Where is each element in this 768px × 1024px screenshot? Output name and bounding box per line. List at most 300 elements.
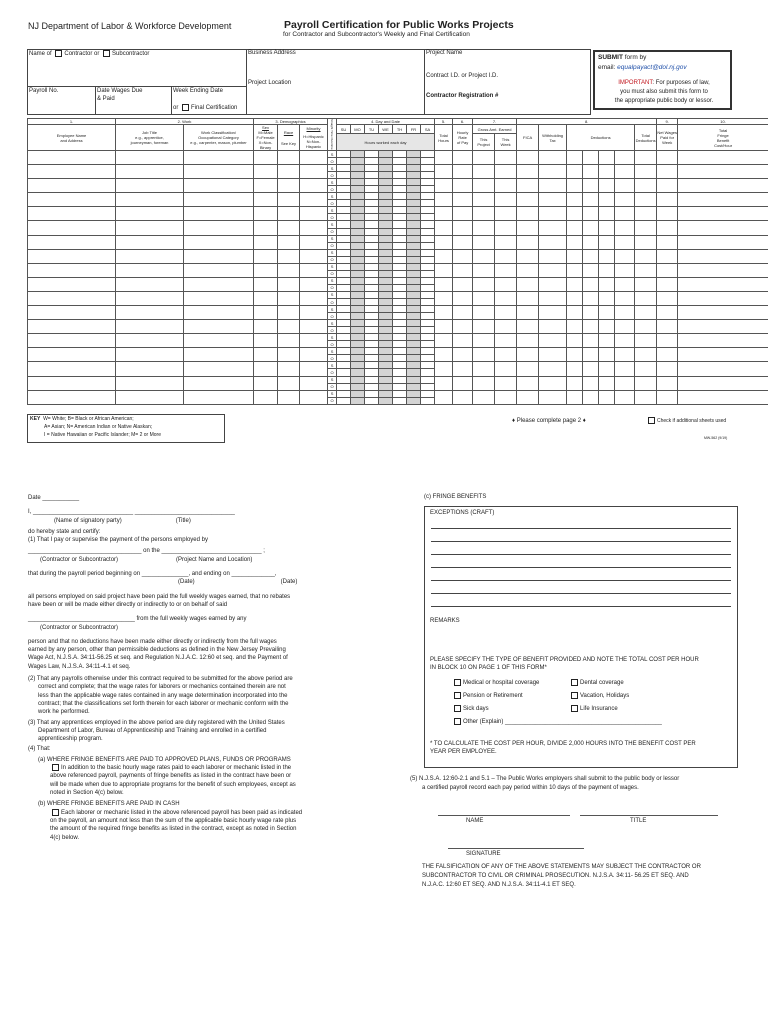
day-hours-cell[interactable] xyxy=(407,249,421,256)
day-hours-cell[interactable] xyxy=(351,263,365,270)
fica-cell[interactable] xyxy=(517,165,539,179)
day-hours-cell[interactable] xyxy=(365,158,379,165)
day-hours-cell[interactable] xyxy=(365,390,379,397)
day-hours-cell[interactable] xyxy=(393,228,407,235)
work-class-cell[interactable] xyxy=(184,348,254,362)
fica-cell[interactable] xyxy=(517,390,539,404)
withholding-cell[interactable] xyxy=(539,179,567,193)
day-hours-cell[interactable] xyxy=(351,313,365,320)
hourly-rate-cell[interactable] xyxy=(453,221,473,235)
day-hours-cell[interactable] xyxy=(379,256,393,263)
payroll-period-line[interactable]: that during the payroll period beginning on ______________, and ending on _____________, xyxy=(28,571,277,578)
day-hours-cell[interactable] xyxy=(365,242,379,249)
employee-cell[interactable] xyxy=(28,306,116,320)
week-gross-cell[interactable] xyxy=(495,390,517,404)
date-wages-due-field[interactable]: Date Wages Due xyxy=(97,88,143,94)
day-hours-cell[interactable] xyxy=(421,263,435,270)
withholding-cell[interactable] xyxy=(539,207,567,221)
minority-cell[interactable] xyxy=(300,165,328,179)
sex-cell[interactable] xyxy=(254,193,278,207)
day-hours-cell[interactable] xyxy=(421,193,435,200)
day-hours-cell[interactable] xyxy=(351,284,365,291)
minority-cell[interactable] xyxy=(300,306,328,320)
day-hours-cell[interactable] xyxy=(379,172,393,179)
day-hours-cell[interactable] xyxy=(407,383,421,390)
week-gross-cell[interactable] xyxy=(495,207,517,221)
total-hours-cell[interactable] xyxy=(435,376,453,390)
day-hours-cell[interactable] xyxy=(421,306,435,313)
day-hours-cell[interactable] xyxy=(351,390,365,397)
net-wages-cell[interactable] xyxy=(657,291,678,305)
day-hours-cell[interactable] xyxy=(379,362,393,369)
day-hours-cell[interactable] xyxy=(407,298,421,305)
project-gross-cell[interactable] xyxy=(473,207,495,221)
week-gross-cell[interactable] xyxy=(495,263,517,277)
day-hours-cell[interactable] xyxy=(379,200,393,207)
week-gross-cell[interactable] xyxy=(495,306,517,320)
work-class-cell[interactable] xyxy=(184,249,254,263)
minority-cell[interactable] xyxy=(300,151,328,165)
day-hours-cell[interactable] xyxy=(393,313,407,320)
total-deductions-cell[interactable] xyxy=(635,348,657,362)
day-hours-cell[interactable] xyxy=(337,193,351,200)
day-hours-cell[interactable] xyxy=(421,249,435,256)
hourly-rate-cell[interactable] xyxy=(453,320,473,334)
day-hours-cell[interactable] xyxy=(337,200,351,207)
deduction-cell[interactable] xyxy=(583,334,599,348)
day-hours-cell[interactable] xyxy=(379,313,393,320)
fringe-cost-cell[interactable] xyxy=(678,179,768,193)
deduction-cell[interactable] xyxy=(615,263,635,277)
hourly-rate-cell[interactable] xyxy=(453,390,473,404)
day-hours-cell[interactable] xyxy=(365,397,379,404)
minority-cell[interactable] xyxy=(300,348,328,362)
week-gross-cell[interactable] xyxy=(495,193,517,207)
day-hours-cell[interactable] xyxy=(421,376,435,383)
work-class-cell[interactable] xyxy=(184,320,254,334)
signatory-line[interactable]: I, ______________________________ ______________________________ xyxy=(28,509,235,516)
deduction-cell[interactable] xyxy=(615,390,635,404)
fica-cell[interactable] xyxy=(517,376,539,390)
total-deductions-cell[interactable] xyxy=(635,362,657,376)
deduction-cell[interactable] xyxy=(615,348,635,362)
total-deductions-cell[interactable] xyxy=(635,235,657,249)
sex-cell[interactable] xyxy=(254,165,278,179)
sex-cell[interactable] xyxy=(254,306,278,320)
net-wages-cell[interactable] xyxy=(657,235,678,249)
project-gross-cell[interactable] xyxy=(473,249,495,263)
day-hours-cell[interactable] xyxy=(393,291,407,298)
net-wages-cell[interactable] xyxy=(657,277,678,291)
day-hours-cell[interactable] xyxy=(393,277,407,284)
deduction-cell[interactable] xyxy=(583,221,599,235)
deduction-cell[interactable] xyxy=(599,306,615,320)
deduction-cell[interactable] xyxy=(615,165,635,179)
deduction-cell[interactable] xyxy=(583,207,599,221)
day-hours-cell[interactable] xyxy=(393,397,407,404)
total-hours-cell[interactable] xyxy=(435,151,453,165)
exception-line[interactable] xyxy=(431,554,731,555)
day-hours-cell[interactable] xyxy=(337,306,351,313)
day-hours-cell[interactable] xyxy=(365,327,379,334)
day-hours-cell[interactable] xyxy=(407,214,421,221)
day-hours-cell[interactable] xyxy=(407,369,421,376)
day-hours-cell[interactable] xyxy=(393,242,407,249)
work-class-cell[interactable] xyxy=(184,390,254,404)
day-hours-cell[interactable] xyxy=(351,221,365,228)
day-hours-cell[interactable] xyxy=(393,263,407,270)
total-hours-cell[interactable] xyxy=(435,263,453,277)
employee-cell[interactable] xyxy=(28,277,116,291)
project-gross-cell[interactable] xyxy=(473,348,495,362)
day-hours-cell[interactable] xyxy=(365,291,379,298)
net-wages-cell[interactable] xyxy=(657,221,678,235)
deduction-cell[interactable] xyxy=(599,334,615,348)
fica-cell[interactable] xyxy=(517,334,539,348)
hourly-rate-cell[interactable] xyxy=(453,376,473,390)
total-deductions-cell[interactable] xyxy=(635,291,657,305)
deduction-cell[interactable] xyxy=(583,193,599,207)
total-deductions-cell[interactable] xyxy=(635,390,657,404)
day-hours-cell[interactable] xyxy=(393,214,407,221)
day-hours-cell[interactable] xyxy=(379,193,393,200)
work-class-cell[interactable] xyxy=(184,151,254,165)
day-hours-cell[interactable] xyxy=(351,151,365,158)
day-hours-cell[interactable] xyxy=(379,341,393,348)
day-hours-cell[interactable] xyxy=(407,228,421,235)
day-hours-cell[interactable] xyxy=(351,355,365,362)
minority-cell[interactable] xyxy=(300,362,328,376)
day-hours-cell[interactable] xyxy=(337,179,351,186)
work-class-cell[interactable] xyxy=(184,376,254,390)
day-hours-cell[interactable] xyxy=(379,242,393,249)
job-title-cell[interactable] xyxy=(116,165,184,179)
day-hours-cell[interactable] xyxy=(365,221,379,228)
total-hours-cell[interactable] xyxy=(435,165,453,179)
benefit-sick[interactable] xyxy=(452,705,489,712)
day-hours-cell[interactable] xyxy=(407,207,421,214)
day-hours-cell[interactable] xyxy=(337,362,351,369)
day-hours-cell[interactable] xyxy=(337,270,351,277)
day-hours-cell[interactable] xyxy=(351,383,365,390)
day-hours-cell[interactable] xyxy=(421,256,435,263)
total-deductions-cell[interactable] xyxy=(635,249,657,263)
day-hours-cell[interactable] xyxy=(351,397,365,404)
week-gross-cell[interactable] xyxy=(495,179,517,193)
job-title-cell[interactable] xyxy=(116,291,184,305)
withholding-cell[interactable] xyxy=(539,263,567,277)
day-hours-cell[interactable] xyxy=(351,158,365,165)
total-deductions-cell[interactable] xyxy=(635,165,657,179)
name-signature-line[interactable] xyxy=(438,815,570,816)
deduction-cell[interactable] xyxy=(599,249,615,263)
sex-cell[interactable] xyxy=(254,390,278,404)
minority-cell[interactable] xyxy=(300,235,328,249)
day-hours-cell[interactable] xyxy=(337,348,351,355)
day-hours-cell[interactable] xyxy=(351,207,365,214)
cash-checkbox[interactable] xyxy=(52,809,59,816)
day-hours-cell[interactable] xyxy=(379,263,393,270)
withholding-cell[interactable] xyxy=(539,320,567,334)
fica-cell[interactable] xyxy=(517,320,539,334)
total-hours-cell[interactable] xyxy=(435,249,453,263)
day-hours-cell[interactable] xyxy=(351,298,365,305)
fica-cell[interactable] xyxy=(517,151,539,165)
deduction-cell[interactable] xyxy=(615,320,635,334)
day-hours-cell[interactable] xyxy=(379,270,393,277)
day-hours-cell[interactable] xyxy=(393,179,407,186)
total-hours-cell[interactable] xyxy=(435,306,453,320)
project-gross-cell[interactable] xyxy=(473,306,495,320)
week-gross-cell[interactable] xyxy=(495,221,517,235)
day-hours-cell[interactable] xyxy=(407,221,421,228)
day-hours-cell[interactable] xyxy=(421,327,435,334)
subcontractor-checkbox[interactable] xyxy=(103,50,110,57)
day-hours-cell[interactable] xyxy=(393,298,407,305)
minority-cell[interactable] xyxy=(300,334,328,348)
day-hours-cell[interactable] xyxy=(393,193,407,200)
day-hours-cell[interactable] xyxy=(351,165,365,172)
fringe-cost-cell[interactable] xyxy=(678,263,768,277)
day-hours-cell[interactable] xyxy=(365,313,379,320)
week-gross-cell[interactable] xyxy=(495,151,517,165)
race-cell[interactable] xyxy=(278,165,300,179)
day-hours-cell[interactable] xyxy=(407,320,421,327)
job-title-cell[interactable] xyxy=(116,179,184,193)
sex-cell[interactable] xyxy=(254,151,278,165)
from-full-line[interactable]: ________________________________ from the full weekly wages earned by any xyxy=(28,616,247,623)
day-hours-cell[interactable] xyxy=(337,256,351,263)
payroll-no-field[interactable]: Payroll No. xyxy=(29,88,59,94)
day-hours-cell[interactable] xyxy=(365,270,379,277)
day-hours-cell[interactable] xyxy=(393,284,407,291)
race-cell[interactable] xyxy=(278,207,300,221)
project-gross-cell[interactable] xyxy=(473,263,495,277)
deduction-cell[interactable] xyxy=(599,291,615,305)
day-hours-cell[interactable] xyxy=(407,397,421,404)
fica-cell[interactable] xyxy=(517,179,539,193)
total-hours-cell[interactable] xyxy=(435,193,453,207)
day-hours-cell[interactable] xyxy=(365,362,379,369)
race-cell[interactable] xyxy=(278,320,300,334)
project-gross-cell[interactable] xyxy=(473,165,495,179)
net-wages-cell[interactable] xyxy=(657,151,678,165)
day-hours-cell[interactable] xyxy=(379,158,393,165)
day-hours-cell[interactable] xyxy=(393,270,407,277)
exception-line[interactable] xyxy=(431,528,731,529)
job-title-cell[interactable] xyxy=(116,320,184,334)
day-hours-cell[interactable] xyxy=(337,390,351,397)
employee-cell[interactable] xyxy=(28,320,116,334)
hourly-rate-cell[interactable] xyxy=(453,334,473,348)
withholding-cell[interactable] xyxy=(539,348,567,362)
withholding-cell[interactable] xyxy=(539,376,567,390)
day-hours-cell[interactable] xyxy=(379,383,393,390)
day-hours-cell[interactable] xyxy=(351,362,365,369)
job-title-cell[interactable] xyxy=(116,376,184,390)
day-hours-cell[interactable] xyxy=(351,376,365,383)
fringe-cost-cell[interactable] xyxy=(678,193,768,207)
deduction-cell[interactable] xyxy=(599,165,615,179)
day-hours-cell[interactable] xyxy=(393,369,407,376)
fringe-cost-cell[interactable] xyxy=(678,207,768,221)
day-hours-cell[interactable] xyxy=(421,277,435,284)
deduction-cell[interactable] xyxy=(615,193,635,207)
employee-cell[interactable] xyxy=(28,221,116,235)
day-hours-cell[interactable] xyxy=(407,186,421,193)
minority-cell[interactable] xyxy=(300,320,328,334)
employee-cell[interactable] xyxy=(28,193,116,207)
total-deductions-cell[interactable] xyxy=(635,376,657,390)
day-hours-cell[interactable] xyxy=(379,214,393,221)
day-hours-cell[interactable] xyxy=(379,327,393,334)
employee-cell[interactable] xyxy=(28,263,116,277)
fica-cell[interactable] xyxy=(517,362,539,376)
day-hours-cell[interactable] xyxy=(337,327,351,334)
project-location-field[interactable]: Project Location xyxy=(248,80,292,86)
week-gross-cell[interactable] xyxy=(495,362,517,376)
deduction-cell[interactable] xyxy=(567,376,583,390)
total-hours-cell[interactable] xyxy=(435,291,453,305)
net-wages-cell[interactable] xyxy=(657,165,678,179)
para-1-blank[interactable]: __________________________________ on the ______________________________ ; xyxy=(28,548,265,555)
project-gross-cell[interactable] xyxy=(473,291,495,305)
day-hours-cell[interactable] xyxy=(351,270,365,277)
contractor-registration-field[interactable]: Contractor Registration # xyxy=(426,93,499,99)
fringe-cost-cell[interactable] xyxy=(678,334,768,348)
day-hours-cell[interactable] xyxy=(337,376,351,383)
deduction-cell[interactable] xyxy=(567,263,583,277)
day-hours-cell[interactable] xyxy=(421,200,435,207)
withholding-cell[interactable] xyxy=(539,249,567,263)
day-hours-cell[interactable] xyxy=(365,298,379,305)
day-hours-cell[interactable] xyxy=(337,242,351,249)
day-hours-cell[interactable] xyxy=(407,270,421,277)
job-title-cell[interactable] xyxy=(116,390,184,404)
medical-checkbox[interactable] xyxy=(454,679,461,686)
day-hours-cell[interactable] xyxy=(337,313,351,320)
exception-line[interactable] xyxy=(431,606,731,607)
additional-sheets-checkbox[interactable] xyxy=(648,417,655,424)
minority-cell[interactable] xyxy=(300,193,328,207)
sex-cell[interactable] xyxy=(254,291,278,305)
net-wages-cell[interactable] xyxy=(657,179,678,193)
day-hours-cell[interactable] xyxy=(365,193,379,200)
deduction-cell[interactable] xyxy=(599,263,615,277)
total-deductions-cell[interactable] xyxy=(635,151,657,165)
day-hours-cell[interactable] xyxy=(379,165,393,172)
work-class-cell[interactable] xyxy=(184,306,254,320)
day-hours-cell[interactable] xyxy=(379,284,393,291)
day-hours-cell[interactable] xyxy=(351,291,365,298)
day-hours-cell[interactable] xyxy=(351,200,365,207)
day-hours-cell[interactable] xyxy=(407,341,421,348)
net-wages-cell[interactable] xyxy=(657,193,678,207)
day-hours-cell[interactable] xyxy=(351,193,365,200)
day-hours-cell[interactable] xyxy=(379,320,393,327)
day-hours-cell[interactable] xyxy=(337,214,351,221)
total-hours-cell[interactable] xyxy=(435,221,453,235)
deduction-cell[interactable] xyxy=(567,348,583,362)
total-deductions-cell[interactable] xyxy=(635,320,657,334)
withholding-cell[interactable] xyxy=(539,306,567,320)
minority-cell[interactable] xyxy=(300,291,328,305)
day-hours-cell[interactable] xyxy=(421,320,435,327)
sick-checkbox[interactable] xyxy=(454,705,461,712)
fringe-cost-cell[interactable] xyxy=(678,277,768,291)
project-name-field[interactable]: Project Name xyxy=(426,50,463,56)
day-hours-cell[interactable] xyxy=(337,298,351,305)
day-hours-cell[interactable] xyxy=(407,390,421,397)
day-hours-cell[interactable] xyxy=(351,179,365,186)
benefit-dental[interactable] xyxy=(569,679,624,686)
approved-plans-checkbox[interactable] xyxy=(52,764,59,771)
deduction-cell[interactable] xyxy=(599,348,615,362)
vacation-checkbox[interactable] xyxy=(571,692,578,699)
job-title-cell[interactable] xyxy=(116,263,184,277)
other-checkbox[interactable] xyxy=(454,718,461,725)
work-class-cell[interactable] xyxy=(184,235,254,249)
exception-line[interactable] xyxy=(431,593,731,594)
day-hours-cell[interactable] xyxy=(337,221,351,228)
sex-cell[interactable] xyxy=(254,334,278,348)
job-title-cell[interactable] xyxy=(116,306,184,320)
total-deductions-cell[interactable] xyxy=(635,221,657,235)
deduction-cell[interactable] xyxy=(599,362,615,376)
exception-line[interactable] xyxy=(431,580,731,581)
total-deductions-cell[interactable] xyxy=(635,193,657,207)
hourly-rate-cell[interactable] xyxy=(453,291,473,305)
fica-cell[interactable] xyxy=(517,291,539,305)
day-hours-cell[interactable] xyxy=(351,214,365,221)
deduction-cell[interactable] xyxy=(615,235,635,249)
day-hours-cell[interactable] xyxy=(337,397,351,404)
day-hours-cell[interactable] xyxy=(393,383,407,390)
employee-cell[interactable] xyxy=(28,362,116,376)
day-hours-cell[interactable] xyxy=(337,383,351,390)
day-hours-cell[interactable] xyxy=(379,376,393,383)
day-hours-cell[interactable] xyxy=(393,341,407,348)
day-hours-cell[interactable] xyxy=(421,228,435,235)
day-hours-cell[interactable] xyxy=(337,158,351,165)
deduction-cell[interactable] xyxy=(583,390,599,404)
withholding-cell[interactable] xyxy=(539,165,567,179)
hourly-rate-cell[interactable] xyxy=(453,179,473,193)
job-title-cell[interactable] xyxy=(116,348,184,362)
withholding-cell[interactable] xyxy=(539,277,567,291)
day-hours-cell[interactable] xyxy=(407,306,421,313)
life-checkbox[interactable] xyxy=(571,705,578,712)
additional-sheets[interactable] xyxy=(646,417,726,424)
day-hours-cell[interactable] xyxy=(393,306,407,313)
day-hours-cell[interactable] xyxy=(421,284,435,291)
fringe-cost-cell[interactable] xyxy=(678,320,768,334)
fica-cell[interactable] xyxy=(517,249,539,263)
hourly-rate-cell[interactable] xyxy=(453,362,473,376)
hourly-rate-cell[interactable] xyxy=(453,165,473,179)
employee-cell[interactable] xyxy=(28,291,116,305)
total-hours-cell[interactable] xyxy=(435,277,453,291)
sex-cell[interactable] xyxy=(254,221,278,235)
project-gross-cell[interactable] xyxy=(473,334,495,348)
minority-cell[interactable] xyxy=(300,179,328,193)
day-hours-cell[interactable] xyxy=(421,186,435,193)
hourly-rate-cell[interactable] xyxy=(453,277,473,291)
day-hours-cell[interactable] xyxy=(421,207,435,214)
day-hours-cell[interactable] xyxy=(407,235,421,242)
deduction-cell[interactable] xyxy=(583,151,599,165)
race-cell[interactable] xyxy=(278,179,300,193)
